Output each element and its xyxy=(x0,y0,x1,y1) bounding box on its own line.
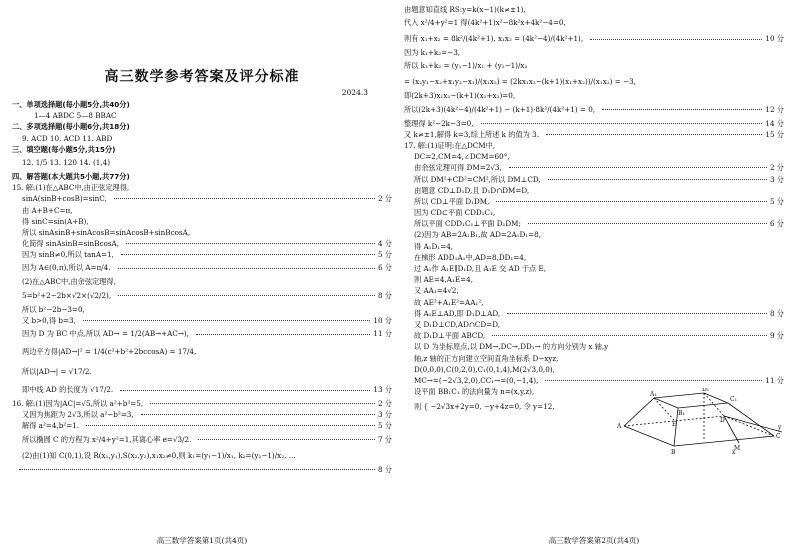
line-text: D(0,0,0),C(0,2,0),C₁(0,1,4),M(2√3,0,0), xyxy=(414,364,555,374)
left-line xyxy=(12,155,392,171)
right-line xyxy=(404,4,784,15)
figure-label: D xyxy=(720,417,725,424)
line-text: 故 AE²+A₁E²=AA₁², xyxy=(414,297,484,307)
score-mark: 12 分 xyxy=(765,104,784,114)
line-text: (2)在△ABC中,由余弦定理得, xyxy=(22,277,116,287)
right-line xyxy=(404,364,784,375)
right-line xyxy=(404,353,784,364)
leader-dots xyxy=(86,425,375,426)
left-line xyxy=(12,193,392,204)
line-text: 四、解答题(本大题共5小题,共77分) xyxy=(12,171,130,181)
left-line xyxy=(12,182,392,193)
right-line xyxy=(404,319,784,330)
left-line xyxy=(12,326,392,342)
edge-ab xyxy=(624,426,674,446)
line-text: 整理得 k²−2k−3=0, xyxy=(404,118,474,128)
line-text: 又 D₁D⊥CD,AD∩CD=D, xyxy=(414,319,500,329)
edge-dc xyxy=(724,416,774,436)
left-line xyxy=(12,448,392,464)
leader-dots xyxy=(602,109,762,110)
score-mark: 5 分 xyxy=(377,421,392,431)
score-mark: 3 分 xyxy=(377,410,392,420)
score-mark: 6 分 xyxy=(377,263,392,273)
right-line xyxy=(404,185,784,196)
score-mark: 2 分 xyxy=(769,163,784,173)
right-line xyxy=(404,263,784,274)
figure-label: A₁ xyxy=(650,391,657,398)
line-text: 两边平方得|AD→|² = 1/4(c²+b²+2bccosA) = 17/4, xyxy=(22,347,197,356)
leader-dots xyxy=(141,414,375,415)
line-text: 所以|AD→| = √17/2. xyxy=(22,367,92,376)
left-line xyxy=(12,110,392,121)
right-line xyxy=(404,31,784,47)
right-line xyxy=(404,285,784,296)
right-line xyxy=(404,74,784,90)
score-mark: 11 分 xyxy=(373,329,392,338)
leader-dots xyxy=(118,295,375,296)
line-text: 因为 A∈(0,π),所以 A=π/4. xyxy=(22,263,111,273)
leader-dots xyxy=(590,39,762,40)
right-line xyxy=(404,218,784,229)
figure-label: D₁ xyxy=(702,388,710,393)
frustum-figure xyxy=(614,388,784,456)
leader-dots xyxy=(528,223,767,224)
line-text: 又因为焦距为 2√3,所以 a²−b²=3, xyxy=(22,410,134,420)
leader-dots xyxy=(120,390,370,391)
axis-x xyxy=(724,416,739,443)
line-text: 因为 k₁+k₂=−3, xyxy=(404,48,461,58)
right-line xyxy=(404,375,784,386)
leader-dots xyxy=(83,320,370,321)
line-text: 则有 x₁+x₂ = 8k²/(4k²+1), x₁x₂ = (4k²−4)/(4k²+1), xyxy=(404,34,584,44)
score-mark: 8 分 xyxy=(769,308,784,318)
right-line xyxy=(404,274,784,285)
right-line xyxy=(404,47,784,58)
line-text: 12. 1/5 13. 120 14. (1,4) xyxy=(22,157,111,167)
line-text: (2)因为 AB=2A₁B₁,故 AD=2A₁D₁=8, xyxy=(414,230,542,240)
line-text: 又 b>0,得 b=3, xyxy=(22,315,76,325)
line-text: 二、多项选择题(每小题6分,共18分) xyxy=(12,122,130,132)
line-text: 所以 b²−2b−3=0, xyxy=(22,304,85,314)
left-line xyxy=(12,238,392,249)
right-line xyxy=(404,241,784,252)
leader-dots xyxy=(545,380,762,381)
right-column-content xyxy=(404,4,784,417)
score-mark: 10 分 xyxy=(373,315,392,325)
score-mark: 4 分 xyxy=(377,239,392,249)
left-line xyxy=(12,133,392,144)
line-text: sinA(sinB+cosB)=sinC, xyxy=(22,194,107,204)
right-line xyxy=(404,90,784,101)
edge-a1b1 xyxy=(654,398,678,408)
line-text: 得 sinC=sin(A+B), xyxy=(22,216,89,226)
left-line xyxy=(12,432,392,448)
line-text: 由 A+B+C=π, xyxy=(22,205,73,215)
line-text: 所以 CD⊥平面 D₁DM, xyxy=(414,196,490,206)
line-text: 即中线 AD 的长度为 √17/2. xyxy=(22,385,114,394)
left-column-content xyxy=(12,99,392,475)
leader-dots xyxy=(121,254,375,255)
left-line xyxy=(12,99,392,110)
left-line xyxy=(12,249,392,260)
right-line xyxy=(404,174,784,185)
edge-d1c1 xyxy=(704,393,728,403)
figure-label: x xyxy=(732,449,736,456)
line-text: 17. 解:(1)证明:在△DCM中, xyxy=(404,140,496,150)
line-text: 以 D 为坐标原点,以 DM→,DC→,DD₁→ 的方向分别为 x 轴,y xyxy=(414,342,609,352)
line-text: 所以 k₁+k₂ = (y₁−1)/x₁ + (y₂−1)/x₂ xyxy=(404,61,528,71)
edge-a1d1 xyxy=(654,393,704,398)
line-text: 代入 x²/4+y²=1 得(4k²+1)x²−8k²x+4k²−4=0, xyxy=(404,18,566,28)
right-line xyxy=(404,102,784,118)
score-mark: 5 分 xyxy=(377,250,392,260)
left-line xyxy=(12,260,392,276)
left-line xyxy=(12,227,392,238)
line-text: 所以椭圆 C 的方程为 x²/4+y²=1,其离心率 e=√3/2. xyxy=(22,434,192,444)
score-mark: 10 分 xyxy=(765,34,784,44)
score-mark: 3 分 xyxy=(769,174,784,184)
edge-a1e xyxy=(654,398,674,420)
score-mark: 13 分 xyxy=(373,385,392,394)
score-mark: 15 分 xyxy=(765,129,784,139)
right-line xyxy=(404,341,784,352)
left-line xyxy=(12,288,392,304)
line-text: 15. 解:(1)在△ABC中,由正弦定理得, xyxy=(12,183,130,193)
left-line xyxy=(12,420,392,431)
left-line xyxy=(12,121,392,132)
line-text: 化简得 sinAsinB=sinBcosA, xyxy=(22,239,119,249)
line-text: 因为 sinB≠0,所以 tanA=1, xyxy=(22,250,114,260)
figure-label: A xyxy=(617,423,622,430)
figure-label: y xyxy=(778,424,782,431)
line-text: 所以平面 CDD₁C₁⊥平面 D₁DM; xyxy=(414,219,521,229)
line-text: 5=b²+2−2b×√2×(√2/2), xyxy=(22,290,112,300)
right-line xyxy=(404,162,784,173)
right-line xyxy=(404,15,784,31)
score-mark: 9 分 xyxy=(769,331,784,341)
figure-label: E xyxy=(672,421,677,428)
line-text: 故 D₁D⊥平面 ABCD, xyxy=(414,331,486,341)
score-mark: 6 分 xyxy=(769,219,784,229)
left-line xyxy=(12,382,392,398)
edge-aa1 xyxy=(624,398,654,426)
leader-dots xyxy=(509,167,767,168)
line-text: 1—4 ABDC 5—8 BBAC xyxy=(34,111,117,121)
line-text: 三、填空题(每小题5分,共15分) xyxy=(12,144,116,154)
edge-b1c1 xyxy=(678,403,728,408)
left-line xyxy=(12,315,392,326)
right-line xyxy=(404,118,784,129)
leader-dots xyxy=(546,134,762,135)
figure-label: B₁ xyxy=(678,410,685,417)
line-text: 在梯形 ADD₁A₁中,AD=8,DD₁=4, xyxy=(414,252,527,262)
score-mark: 7 分 xyxy=(377,434,392,444)
right-line xyxy=(404,207,784,218)
line-text: 即(2k+3)x₁x₂−(k+1)(x₁+x₂)=0, xyxy=(404,91,516,101)
answer-page-1 xyxy=(12,0,392,558)
answer-page-2 xyxy=(404,0,784,558)
left-line xyxy=(12,171,392,182)
leader-dots xyxy=(548,179,767,180)
left-line xyxy=(12,398,392,409)
right-line xyxy=(404,140,784,151)
line-text: 16. 解:(1)因为|AC|=√5,所以 a²+b²=5, xyxy=(12,399,144,408)
figure-label: M xyxy=(734,445,741,452)
line-text: DC=2,CM=4,∠DCM=60°, xyxy=(414,152,510,162)
line-text: 设平面 BB₁C₁ 的法向量为 n=(x,y,z), xyxy=(414,387,535,397)
right-line xyxy=(404,330,784,341)
line-text: 得 A₁D₁=4, xyxy=(414,241,454,251)
leader-dots xyxy=(481,123,763,124)
score-mark: 5 分 xyxy=(769,196,784,206)
edge-cc1 xyxy=(728,403,774,436)
score-mark: 8 分 xyxy=(377,290,392,300)
line-text: 则 AE=4,A₁E=4, xyxy=(414,275,473,285)
right-line xyxy=(404,297,784,308)
line-text: 则 { −2√3x+2y=0, −y+4z=0, 令 y=12, xyxy=(414,402,555,412)
leader-dots xyxy=(118,268,375,269)
leader-dots xyxy=(196,334,370,335)
page-title: 高三数学参考答案及评分标准 xyxy=(104,69,300,85)
left-line xyxy=(12,409,392,420)
line-text: 过 A₁作 A₁E∥D₁D,且 A₁E 交 AD 于点 E, xyxy=(414,264,547,273)
line-text: 轴,z 轴的正方向建立空间直角坐标系 D−xyz, xyxy=(414,353,559,363)
right-line xyxy=(404,129,784,140)
left-line xyxy=(12,144,392,155)
line-text: 所以 sinAsinB+sinAcosB=sinAcosB+sinBcosA, xyxy=(22,227,191,237)
line-text: 所以 DM²+CD²=CM²,所以 DM⊥CD, xyxy=(414,174,541,184)
line-text: 因为 CD⊂平面 CDD₁C₁, xyxy=(414,208,496,218)
figure-label: C₁ xyxy=(730,396,737,403)
score-mark: 2 分 xyxy=(377,194,392,204)
score-mark: 11 分 xyxy=(765,375,784,385)
leader-dots xyxy=(492,335,767,336)
score-mark: 14 分 xyxy=(765,118,784,128)
right-line xyxy=(404,308,784,319)
right-line xyxy=(404,58,784,74)
right-line xyxy=(404,151,784,162)
leader-dots xyxy=(507,313,767,314)
edge-bc xyxy=(674,436,774,446)
leader-dots xyxy=(114,198,375,199)
line-text: 因为 D 为 BC 中点,所以 AD→ = 1/2(AB→+AC→), xyxy=(22,329,189,338)
left-line xyxy=(12,276,392,287)
line-text: 一、单项选择题(每小题5分,共40分) xyxy=(12,100,130,109)
leader-dots xyxy=(198,439,375,440)
line-text: 由余弦定理可得 DM=2√3, xyxy=(414,163,502,173)
right-line xyxy=(404,196,784,207)
line-text: 所以(2k+3)(4k²−4)/(4k²+1) − (k+1)·8k²/(4k²+1) = 0, xyxy=(404,104,596,114)
line-text: 得 A₁E⊥AD,即 D₁D⊥AD, xyxy=(414,308,501,318)
figure-label: B xyxy=(671,449,676,456)
right-line xyxy=(404,229,784,240)
footer-page-2: 高三数学答案第2页(共4页) xyxy=(548,536,640,545)
left-line xyxy=(12,216,392,227)
right-line xyxy=(404,252,784,263)
line-text: 由题意 CD⊥D₁D,且 D₁D∩DM=D, xyxy=(414,185,530,195)
figure-label: C xyxy=(776,433,781,440)
footer-page-1: 高三数学答案第1页(共4页) xyxy=(156,536,248,545)
exam-date: 2024.3 xyxy=(341,88,368,97)
line-text: 又 k≠±1,解得 k=3,综上所述 k 的值为 3. xyxy=(404,129,540,139)
leader-dots xyxy=(19,469,375,470)
left-line xyxy=(12,342,392,362)
line-text: 9. ACD 10. ACD 11. ABD xyxy=(22,133,113,143)
line-text: 由题意知直线 RS:y=k(x−1)(k≠±1), xyxy=(404,5,526,14)
left-line xyxy=(12,205,392,216)
left-line xyxy=(12,304,392,315)
leader-dots xyxy=(496,201,767,202)
line-text: 解得 a²=4,b²=1. xyxy=(22,421,80,431)
leader-dots xyxy=(150,403,375,404)
line-text: (2)由(1)知 C(0,1),设 R(x₁,y₁),S(x₂,y₂),x₁x₂≠0,则 k₁=(y₁−1)/x₁, k₂=(y₂−1)/x₂, … xyxy=(22,450,296,460)
score-mark: 2 分 xyxy=(377,399,392,408)
line-text: = (x₂y₁−x₂+x₁y₂−x₁)/(x₁x₂) = (2kx₁x₂−(k+1)(x₁+x₂))/(x₁x₂) = −3, xyxy=(404,77,636,87)
left-line xyxy=(12,362,392,382)
axis-y xyxy=(724,416,782,432)
line-text: MC→=(−2√3,2,0),CC₁→=(0,−1,4), xyxy=(414,375,539,385)
left-line xyxy=(12,464,392,475)
score-mark: 8 分 xyxy=(377,464,392,474)
leader-dots xyxy=(126,243,375,244)
line-text: 又 AA₁=4√2, xyxy=(414,286,459,296)
